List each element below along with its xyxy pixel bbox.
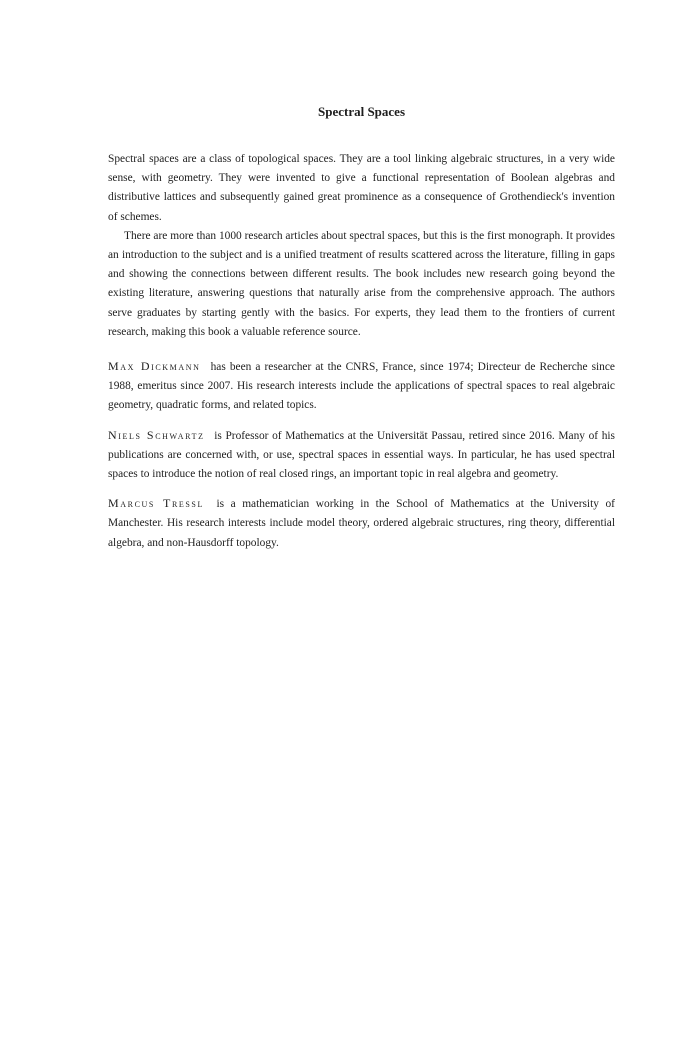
author-bio-text: is Professor of Mathematics at the Universität Passau, retired since 2016. Many of his publications are concerned with, or use, spectral spaces in essential ways. In particular, he has used spectral spaces to introduce the notion of real closed rings, an important topic in real algebra and geometry. [108,429,615,481]
author-name: Marcus Tressl [108,496,204,511]
author-bio [108,426,615,485]
author-bio [108,357,615,416]
author-bio-text: has been a researcher at the CNRS, France, since 1974; Directeur de Recherche since 1988, emeritus since 2007. His research interests include the applications of spectral spaces to real algebraic geometry, quadratic forms, and related topics. [108,361,615,412]
book-title: Spectral Spaces [317,104,406,119]
description-paragraph-2: There are more than 1000 research articles about spectral spaces, but this is the first monograph. It provides an introduction to the subject and is a unified treatment of results scattered across the literature, filling in gaps and showing the connections between different results. The book includes new research going beyond the existing literature, answering questions that naturally arise from the comprehensive approach. The authors serve graduates by starting gently with the basics. For experts, they lead them to the frontiers of current research, making this book a valuable reference source. [108,229,615,338]
book-blurb-page [108,104,615,553]
author-bio [108,494,615,553]
author-bio-text: is a mathematician working in the School of Mathematics at the University of Manchester. His research interests include model theory, ordered algebraic structures, ring theory, differential algebra, and non-Hausdorff topology. [108,498,615,549]
description-paragraph-1: Spectral spaces are a class of topological spaces. They are a tool linking algebraic structures, in a very wide sense, with geometry. They were invented to give a functional representation of Boolean algebras and distributive lattices and subsequently gained great prominence as a consequence of Grothendieck's invention of schemes. [108,153,615,223]
author-name: Niels Schwartz [108,427,205,442]
author-name: Max Dickmann [108,359,201,374]
